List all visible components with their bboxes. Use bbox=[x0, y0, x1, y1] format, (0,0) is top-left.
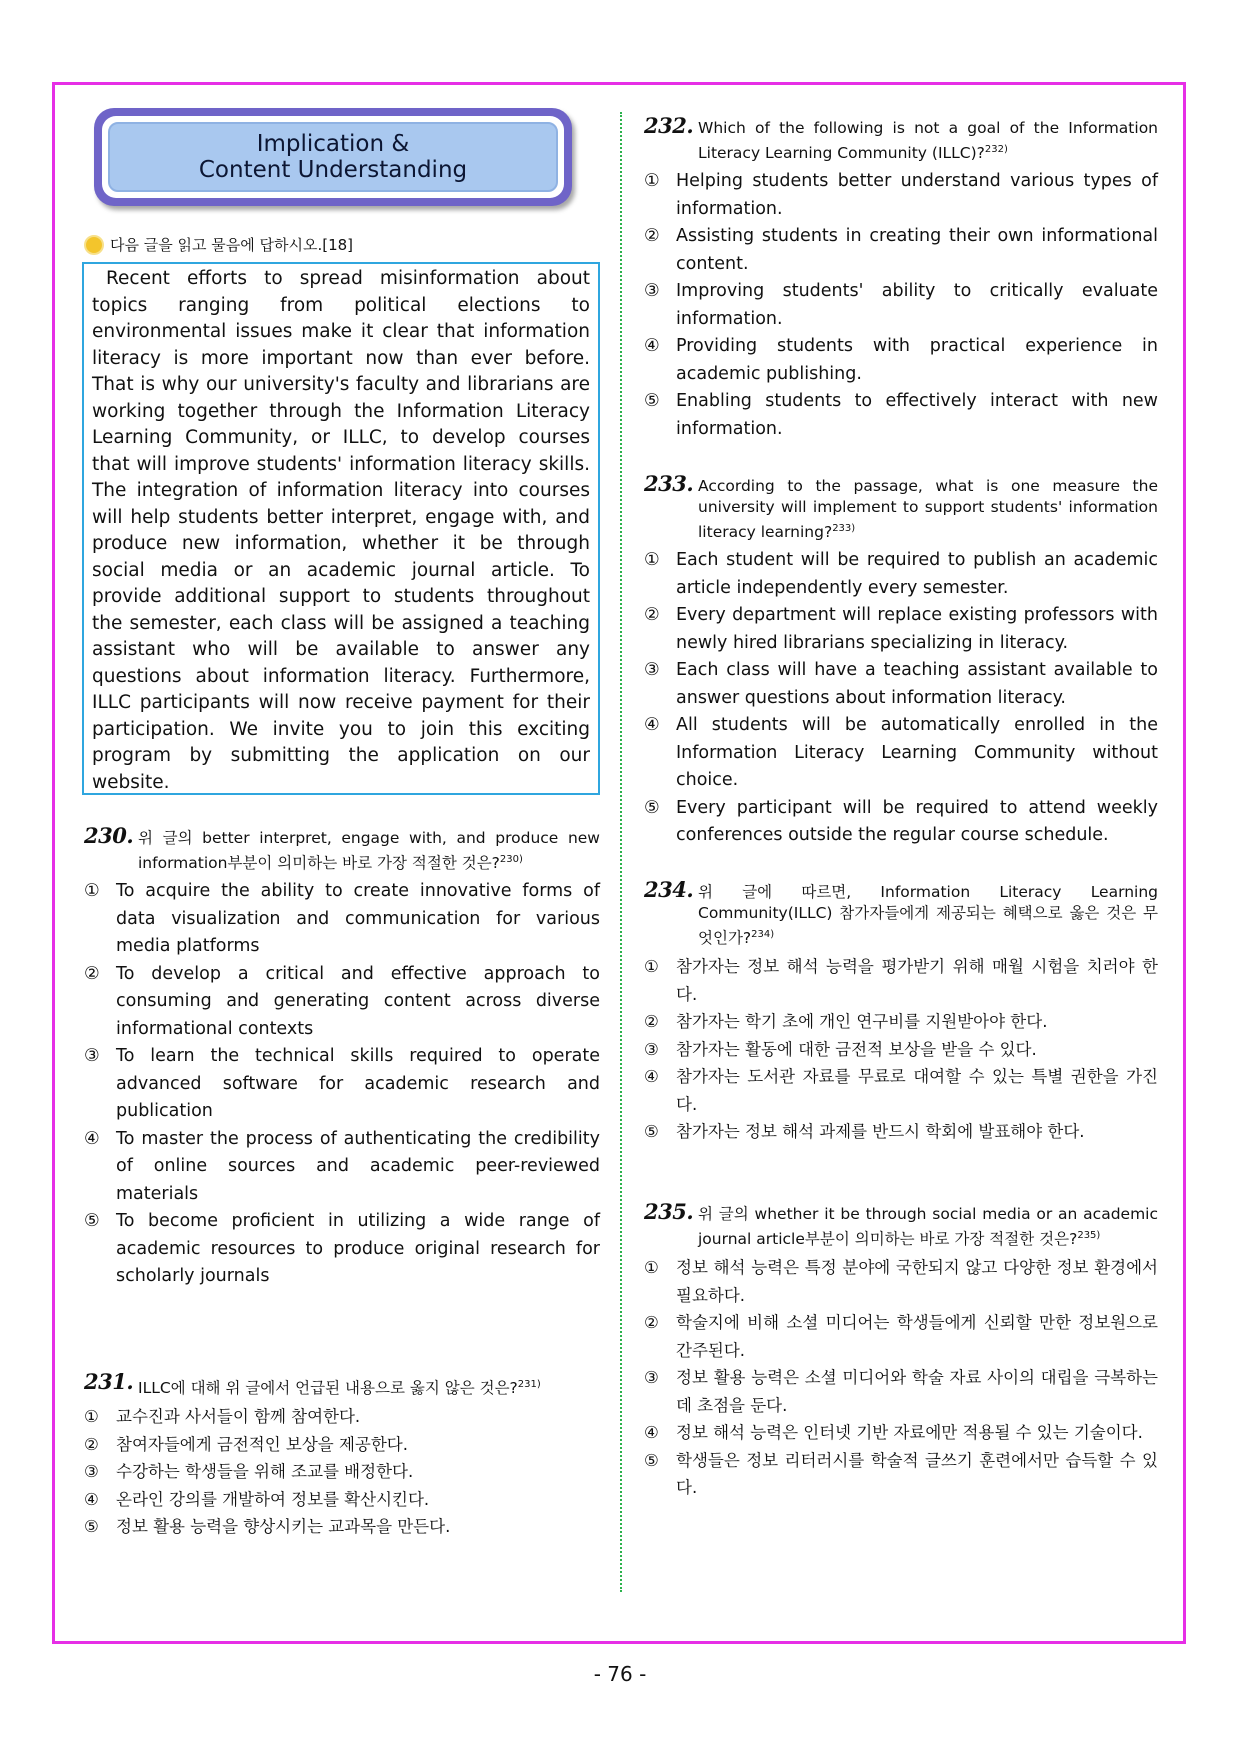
option-text: Enabling students to effectively interact with new information. bbox=[676, 391, 1158, 439]
option-text: 학생들은 정보 리터러시를 학술적 글쓰기 훈련에서만 습득할 수 있다. bbox=[676, 1450, 1158, 1498]
option-text: Every department will replace existing professors with newly hired librarians specializing in literacy. bbox=[676, 605, 1158, 653]
question-number: 231. bbox=[84, 1369, 134, 1394]
option-text: Each class will have a teaching assistant available to answer questions about information literacy. bbox=[676, 660, 1158, 708]
option-text: 정보 해석 능력은 인터넷 기반 자료에만 적용될 수 있는 기술이다. bbox=[676, 1423, 1143, 1443]
footnote-ref: 234) bbox=[751, 929, 775, 940]
question-233 bbox=[644, 471, 1158, 850]
option-text: Improving students' ability to critically evaluate information. bbox=[676, 281, 1158, 329]
option-3[interactable]: ③ 정보 활용 능력은 소셜 미디어와 학술 자료 사이의 대립을 극복하는 데 초점을 둔다. bbox=[644, 1368, 1158, 1415]
option-4[interactable]: ④ 정보 해석 능력은 인터넷 기반 자료에만 적용될 수 있는 기술이다. bbox=[644, 1423, 1143, 1443]
option-text: 참가자는 정보 해석 능력을 평가받기 위해 매월 시험을 치러야 한다. bbox=[676, 957, 1158, 1004]
option-1[interactable]: ① To acquire the ability to create innovative forms of data visualization and communication for various media platforms bbox=[84, 881, 600, 957]
option-text: 참가자는 도서관 자료를 무료로 대여할 수 있는 특별 권한을 가진다. bbox=[676, 1067, 1158, 1114]
question-number: 232. bbox=[644, 113, 694, 138]
footnote-ref: 235) bbox=[1077, 1230, 1101, 1241]
question-stem: According to the passage, what is one measure the university will implement to support students' information literacy learning? bbox=[698, 477, 1158, 542]
option-text: 정보 활용 능력을 향상시키는 교과목을 만든다. bbox=[116, 1517, 451, 1537]
option-4[interactable]: ④ Providing students with practical experience in academic publishing. bbox=[644, 336, 1158, 384]
option-3[interactable]: ③ Each class will have a teaching assistant available to answer questions about information literacy. bbox=[644, 660, 1158, 708]
option-2[interactable]: ② To develop a critical and effective approach to consuming and generating content across diverse informational contexts bbox=[84, 963, 600, 1039]
option-4[interactable]: ④ To master the process of authenticating the credibility of online sources and academic peer-reviewed materials bbox=[84, 1128, 600, 1204]
option-5[interactable]: ⑤ Enabling students to effectively interact with new information. bbox=[644, 391, 1158, 439]
option-4[interactable]: ④ All students will be automatically enrolled in the Information Literacy Learning Community without choice. bbox=[644, 715, 1158, 791]
option-3[interactable]: ③ Improving students' ability to critically evaluate information. bbox=[644, 281, 1158, 329]
question-stem: 위 글의 better interpret, engage with, and produce new information부분이 의미하는 바로 가장 적절한 것은? bbox=[138, 829, 600, 873]
option-4[interactable]: ④ 온라인 강의를 개발하여 정보를 확산시킨다. bbox=[84, 1489, 430, 1509]
option-3[interactable]: ③ To learn the technical skills required to operate advanced software for academic research and publication bbox=[84, 1046, 600, 1122]
option-2[interactable]: ② 학술지에 비해 소셜 미디어는 학생들에게 신뢰할 만한 정보원으로 간주된다. bbox=[644, 1313, 1158, 1360]
option-5[interactable]: ⑤ 정보 활용 능력을 향상시키는 교과목을 만든다. bbox=[84, 1517, 451, 1537]
option-text: 참가자는 정보 해석 과제를 반드시 학회에 발표해야 한다. bbox=[676, 1122, 1085, 1142]
option-2[interactable]: ② Assisting students in creating their own informational content. bbox=[644, 226, 1158, 274]
option-3[interactable]: ③ 수강하는 학생들을 위해 조교를 배정한다. bbox=[84, 1462, 414, 1482]
option-text: 참여자들에게 금전적인 보상을 제공한다. bbox=[116, 1434, 408, 1454]
question-stem: 위 글의 whether it be through social media or an academic journal article부분이 의미하는 바로 가장 적절한 것은? bbox=[698, 1205, 1158, 1249]
option-5[interactable]: ⑤ Every participant will be required to attend weekly conferences outside the regular course schedule. bbox=[644, 797, 1158, 846]
footnote-ref: 232) bbox=[984, 144, 1008, 155]
option-text: Providing students with practical experience in academic publishing. bbox=[676, 336, 1158, 384]
option-text: 참가자는 활동에 대한 금전적 보상을 받을 수 있다. bbox=[676, 1039, 1037, 1059]
instruction bbox=[84, 234, 353, 255]
question-232 bbox=[644, 113, 1158, 443]
option-text: Each student will be required to publish an academic article independently every semester. bbox=[676, 550, 1158, 598]
sun-icon bbox=[84, 235, 104, 255]
passage-text: Recent efforts to spread misinformation about topics ranging from political elections to environmental issues make it clear that information literacy is more important now than ever before. That is why our university's faculty and librarians are working together through the Information Literacy Learning Community, or ILLC, to develop courses that will improve students' information literacy skills. The integration of information literacy into courses will help students better interpret, engage with, and produce new information, whether it be through social media or an academic journal article. To provide additional support to students throughout the semester, each class will be assigned a teaching assistant who will be available to answer any questions about information literacy. Furthermore, ILLC participants will now receive payment for their participation. We invite you to join this exciting program by submitting the application on our website. bbox=[92, 268, 590, 793]
option-text: Assisting students in creating their own informational content. bbox=[676, 226, 1158, 274]
question-stem: ILLC에 대해 위 글에서 언급된 내용으로 옳지 않은 것은? bbox=[138, 1379, 518, 1398]
option-text: To master the process of authenticating the credibility of online sources and academic peer-reviewed materials bbox=[116, 1128, 600, 1204]
option-2[interactable]: ② 참가자는 학기 초에 개인 연구비를 지원받아야 한다. bbox=[644, 1012, 1048, 1032]
section-title-line2: Content Understanding bbox=[198, 157, 468, 183]
option-4[interactable]: ④ 참가자는 도서관 자료를 무료로 대여할 수 있는 특별 권한을 가진다. bbox=[644, 1067, 1158, 1114]
question-number: 234. bbox=[644, 877, 694, 902]
option-1[interactable]: ① 정보 해석 능력은 특정 분야에 국한되지 않고 다양한 정보 환경에서 필요하다. bbox=[644, 1258, 1158, 1305]
option-1[interactable]: ① Each student will be required to publish an academic article independently every semester. bbox=[644, 550, 1158, 598]
option-text: All students will be automatically enrolled in the Information Literacy Learning Community without choice. bbox=[676, 715, 1158, 791]
option-text: To become proficient in utilizing a wide range of academic resources to produce original research for scholarly journals bbox=[116, 1211, 600, 1287]
column-divider bbox=[620, 112, 622, 1592]
option-2[interactable]: ② Every department will replace existing professors with newly hired librarians specializing in literacy. bbox=[644, 605, 1158, 653]
option-text: Every participant will be required to attend weekly conferences outside the regular course schedule. bbox=[676, 797, 1158, 846]
footnote-ref: 231) bbox=[517, 1379, 541, 1390]
option-text: 정보 해석 능력은 특정 분야에 국한되지 않고 다양한 정보 환경에서 필요하다. bbox=[676, 1258, 1158, 1305]
option-text: 학술지에 비해 소셜 미디어는 학생들에게 신뢰할 만한 정보원으로 간주된다. bbox=[676, 1313, 1158, 1360]
question-235 bbox=[644, 1199, 1158, 1502]
reading-passage bbox=[82, 262, 600, 795]
instruction-text: 다음 글을 읽고 물음에 답하시오.[18] bbox=[110, 236, 354, 254]
option-5[interactable]: ⑤ 참가자는 정보 해석 과제를 반드시 학회에 발표해야 한다. bbox=[644, 1122, 1085, 1142]
section-title-line1: Implication & bbox=[256, 131, 410, 157]
option-3[interactable]: ③ 참가자는 활동에 대한 금전적 보상을 받을 수 있다. bbox=[644, 1039, 1037, 1059]
question-stem: 위 글에 따르면, Information Literacy Learning Community(ILLC) 참가자들에게 제공되는 혜택으로 옳은 것은 무엇인가? bbox=[698, 883, 1158, 948]
option-1[interactable]: ① 교수진과 사서들이 함께 참여한다. bbox=[84, 1407, 361, 1427]
footnote-ref: 230) bbox=[499, 854, 523, 865]
option-text: 수강하는 학생들을 위해 조교를 배정한다. bbox=[116, 1462, 414, 1482]
option-5[interactable]: ⑤ 학생들은 정보 리터러시를 학술적 글쓰기 훈련에서만 습득할 수 있다. bbox=[644, 1450, 1158, 1498]
option-text: 참가자는 학기 초에 개인 연구비를 지원받아야 한다. bbox=[676, 1012, 1048, 1032]
option-text: To acquire the ability to create innovative forms of data visualization and communication for various media platforms bbox=[116, 881, 600, 957]
question-stem: Which of the following is not a goal of the Information Literacy Learning Community (ILLC)? bbox=[698, 119, 1158, 163]
question-231 bbox=[84, 1369, 600, 1541]
option-5[interactable]: ⑤ To become proficient in utilizing a wide range of academic resources to produce original research for scholarly journals bbox=[84, 1211, 600, 1287]
question-230 bbox=[84, 823, 600, 1291]
section-title-box bbox=[94, 108, 572, 206]
page-number: - 76 - bbox=[593, 1662, 647, 1686]
option-1[interactable]: ① 참가자는 정보 해석 능력을 평가받기 위해 매월 시험을 치러야 한다. bbox=[644, 957, 1158, 1004]
option-1[interactable]: ① Helping students better understand various types of information. bbox=[644, 171, 1158, 219]
option-text: 온라인 강의를 개발하여 정보를 확산시킨다. bbox=[116, 1489, 430, 1509]
question-234 bbox=[644, 877, 1158, 1146]
option-text: To learn the technical skills required to operate advanced software for academic research and publication bbox=[116, 1046, 600, 1122]
question-number: 235. bbox=[644, 1199, 694, 1224]
question-number: 233. bbox=[644, 471, 694, 496]
option-text: 교수진과 사서들이 함께 참여한다. bbox=[116, 1407, 361, 1427]
footnote-ref: 233) bbox=[832, 523, 856, 534]
option-2[interactable]: ② 참여자들에게 금전적인 보상을 제공한다. bbox=[84, 1434, 408, 1454]
question-number: 230. bbox=[84, 823, 134, 848]
option-text: Helping students better understand various types of information. bbox=[676, 171, 1158, 219]
option-text: To develop a critical and effective approach to consuming and generating content across diverse informational contexts bbox=[116, 963, 600, 1039]
option-text: 정보 활용 능력은 소셜 미디어와 학술 자료 사이의 대립을 극복하는 데 초점을 둔다. bbox=[676, 1368, 1158, 1415]
